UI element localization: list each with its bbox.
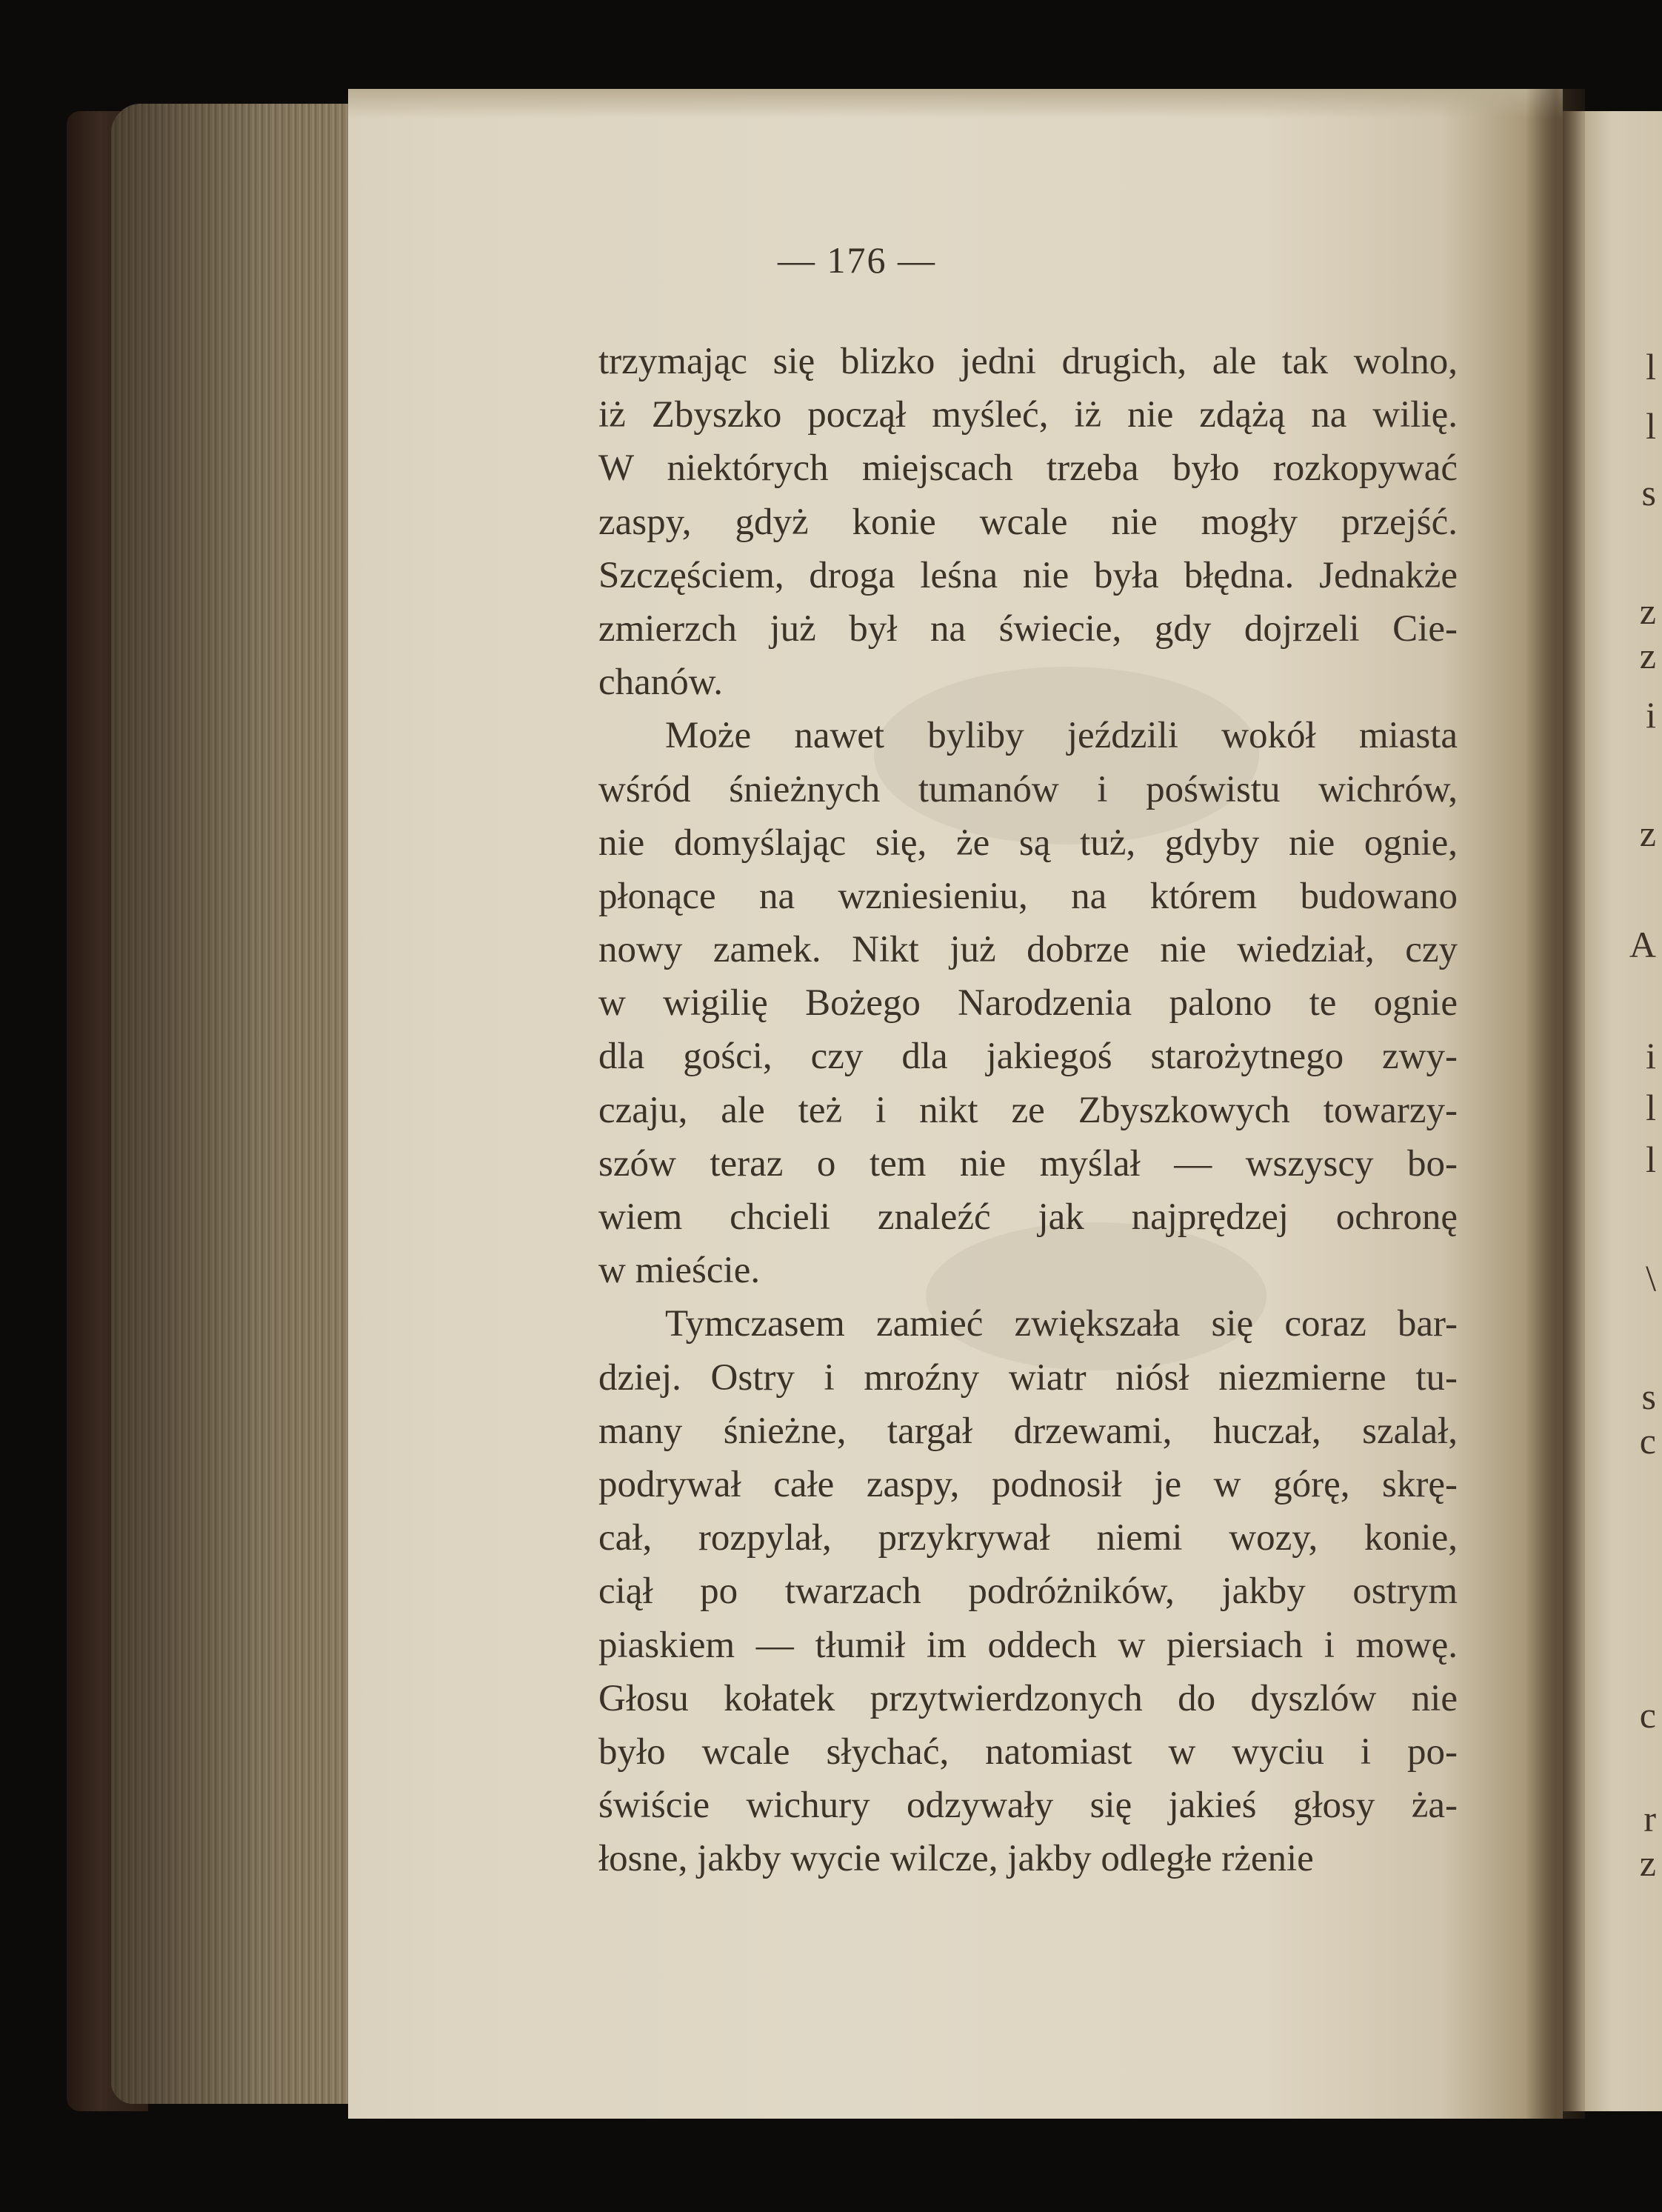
text-line: w mieście. bbox=[598, 1250, 761, 1292]
text-line: cał, rozpylał, przykrywał niemi wozy, konie, bbox=[598, 1517, 1458, 1559]
text-line: W niektórych miejscach trzeba było rozkopywać bbox=[598, 447, 1458, 490]
text-line: Głosu kołatek przytwierdzonych do dyszlów nie bbox=[598, 1677, 1458, 1719]
text-line: było wcale słychać, natomiast w wyciu i po- bbox=[598, 1730, 1458, 1773]
text-line: wśród śnieżnych tumanów i poświstu wichrów, bbox=[598, 768, 1458, 810]
text-line: zmierzch już był na świecie, gdy dojrzeli Cie- bbox=[598, 607, 1458, 650]
page-stack-shadow bbox=[111, 104, 370, 2104]
text-line: czaju, ale też i nikt ze Zbyszkowych towarzy- bbox=[598, 1089, 1458, 1131]
facing-page-fragment: z bbox=[1639, 590, 1656, 632]
facing-page-fragment: i bbox=[1646, 1035, 1656, 1076]
text-line: zaspy, gdyż konie wcale nie mogły przejść. bbox=[598, 501, 1458, 543]
page-top-edge bbox=[348, 89, 1563, 119]
facing-page-fragment: i bbox=[1646, 694, 1656, 736]
text-line: szów teraz o tem nie myślał — wszyscy bo- bbox=[598, 1142, 1458, 1185]
facing-page-fragment: z bbox=[1639, 813, 1656, 854]
facing-page-fragment: s bbox=[1641, 1376, 1656, 1417]
text-line: Szczęściem, droga leśna nie była błędna. Jednakże bbox=[598, 554, 1458, 596]
facing-page-fragment: l bbox=[1646, 346, 1656, 387]
text-line: nie domyślając się, że są tuż, gdyby nie ognie, bbox=[598, 822, 1458, 864]
text-line: Tymczasem zamieć zwiększała się coraz bar- bbox=[665, 1303, 1458, 1345]
text-line: wiem chcieli znaleźć jak najprędzej ochronę bbox=[598, 1196, 1458, 1238]
text-line: nowy zamek. Nikt już dobrze nie wiedział, czy bbox=[598, 929, 1458, 971]
facing-page-fragment: c bbox=[1639, 1420, 1656, 1462]
text-line: chanów. bbox=[598, 662, 724, 704]
text-line: Może nawet byliby jeździli wokół miasta bbox=[665, 715, 1458, 757]
text-line: iż Zbyszko począł myśleć, iż nie zdążą na wilię. bbox=[598, 394, 1458, 436]
facing-page-fragment: l bbox=[1646, 405, 1656, 447]
text-line: dziej. Ostry i mroźny wiatr niósł niezmierne tu- bbox=[598, 1356, 1458, 1399]
text-line: w wigilię Bożego Narodzenia palono te ognie bbox=[598, 982, 1458, 1025]
facing-page-fragment: z bbox=[1639, 635, 1656, 676]
text-line: dla gości, czy dla jakiegoś starożytnego zwy- bbox=[598, 1036, 1458, 1078]
book-gutter bbox=[1526, 89, 1585, 2119]
text-line: many śnieżne, targał drzewami, huczał, szalał, bbox=[598, 1410, 1458, 1452]
facing-page-fragment: A bbox=[1629, 924, 1656, 965]
text-line: ciął po twarzach podróżników, jakby ostrym bbox=[598, 1570, 1458, 1613]
text-line: płonące na wzniesieniu, na którem budowano bbox=[598, 875, 1458, 917]
facing-page-fragment: c bbox=[1639, 1694, 1656, 1736]
text-line: podrywał całe zaspy, podnosił je w górę, skrę- bbox=[598, 1463, 1458, 1505]
text-line: trzymając się blizko jedni drugich, ale tak wolno, bbox=[598, 341, 1458, 382]
facing-page-fragment: l bbox=[1646, 1087, 1656, 1128]
facing-page-fragment: l bbox=[1646, 1139, 1656, 1180]
facing-page-fragment: z bbox=[1639, 1842, 1656, 1884]
body-text bbox=[598, 335, 1458, 1885]
facing-page-fragment: \ bbox=[1646, 1257, 1656, 1299]
text-line: piaskiem — tłumił im oddech w piersiach i mowę. bbox=[598, 1624, 1458, 1666]
page-number: — 176 — bbox=[778, 239, 936, 281]
text-line: świście wichury odzywały się jakieś głosy ża- bbox=[598, 1785, 1458, 1827]
facing-page-fragment: r bbox=[1643, 1798, 1656, 1839]
facing-page-fragment: s bbox=[1641, 472, 1656, 513]
text-line: łosne, jakby wycie wilcze, jakby odległe rżenie bbox=[598, 1838, 1314, 1880]
